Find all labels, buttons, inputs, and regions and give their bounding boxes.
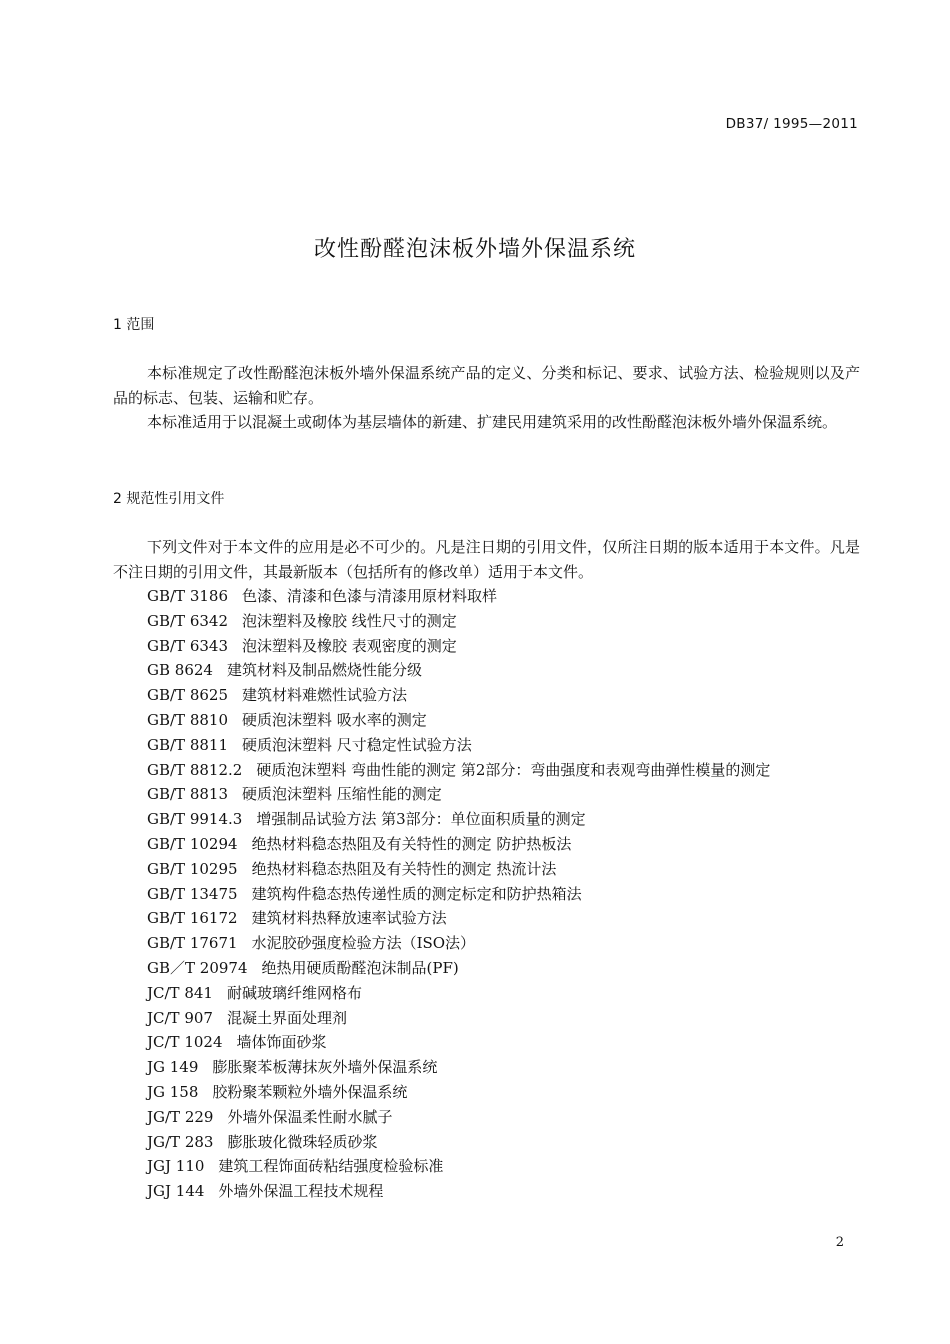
reference-title: 绝热用硬质酚醛泡沫制品(PF): [261, 958, 459, 977]
reference-title: 建筑材料热释放速率试验方法: [251, 909, 447, 928]
reference-title: 硬质泡沫塑料 吸水率的测定: [242, 710, 427, 729]
reference-item: [147, 906, 770, 931]
reference-code: GB/T 8810: [147, 710, 229, 729]
reference-item: [147, 634, 770, 659]
reference-title: 硬质泡沫塑料 压缩性能的测定: [242, 785, 442, 804]
reference-title: 墙体饰面砂浆: [236, 1033, 327, 1052]
reference-item: [147, 1130, 770, 1155]
reference-title: 绝热材料稳态热阻及有关特性的测定 防护热板法: [251, 834, 572, 853]
reference-item: [147, 1080, 770, 1105]
reference-item: [147, 832, 770, 857]
reference-title: 外墙外保温工程技术规程: [218, 1182, 384, 1201]
reference-item: [147, 758, 770, 783]
reference-item: [147, 857, 770, 882]
section-heading-scope: 1 范围: [113, 317, 155, 333]
reference-item: [147, 708, 770, 733]
scope-paragraph-1: 本标准规定了改性酚醛泡沫板外墙外保温系统产品的定义、分类和标记、要求、试验方法、检验规则以及产品的标志、包装、运输和贮存。: [113, 364, 860, 407]
reference-item: [147, 1030, 770, 1055]
reference-code: GB 8624: [147, 661, 213, 680]
reference-title: 混凝土界面处理剂: [226, 1008, 347, 1027]
reference-item: [147, 658, 770, 683]
reference-code: GB／T 20974: [147, 958, 248, 977]
reference-code: JG 149: [147, 1058, 199, 1077]
reference-title: 建筑构件稳态热传递性质的测定标定和防护热箱法: [251, 884, 582, 903]
reference-code: GB/T 10294: [147, 834, 238, 853]
reference-title: 泡沫塑料及橡胶 表观密度的测定: [242, 636, 457, 655]
reference-item: [147, 981, 770, 1006]
reference-code: JGJ 110: [147, 1157, 205, 1176]
reference-code: GB/T 13475: [147, 884, 238, 903]
reference-title: 耐碱玻璃纤维网格布: [226, 983, 362, 1002]
reference-title: 建筑材料难燃性试验方法: [242, 686, 408, 705]
reference-code: JC/T 841: [147, 983, 213, 1002]
document-title: 改性酚醛泡沫板外墙外保温系统: [313, 237, 636, 262]
reference-code: GB/T 16172: [147, 909, 238, 928]
reference-code: GB/T 3186: [147, 587, 229, 605]
reference-item: [147, 1154, 770, 1179]
reference-code: GB/T 9914.3: [147, 810, 243, 829]
reference-code: JGJ 144: [147, 1182, 205, 1201]
reference-title: 硬质泡沫塑料 尺寸稳定性试验方法: [242, 735, 472, 754]
reference-item: [147, 956, 770, 981]
reference-item: [147, 733, 770, 758]
reference-code: JG/T 229: [147, 1107, 214, 1126]
reference-item: [147, 1006, 770, 1031]
references-intro-paragraph: 下列文件对于本文件的应用是必不可少的。凡是注日期的引用文件，仅所注日期的版本适用于本文件。凡是不注日期的引用文件，其最新版本（包括所有的修改单）适用于本文件。: [113, 538, 860, 581]
reference-title: 建筑材料及制品燃烧性能分级: [226, 661, 422, 680]
reference-code: JC/T 907: [147, 1008, 213, 1027]
reference-title: 泡沫塑料及橡胶 线性尺寸的测定: [242, 611, 457, 630]
reference-item: [147, 1179, 770, 1204]
reference-code: JG 158: [147, 1082, 199, 1101]
reference-item: [147, 807, 770, 832]
reference-item: [147, 882, 770, 907]
reference-title: 色漆、清漆和色漆与清漆用原材料取样: [242, 587, 498, 605]
reference-code: GB/T 17671: [147, 934, 238, 953]
page-number: 2: [835, 1235, 844, 1250]
reference-code: GB/T 8812.2: [147, 760, 243, 779]
reference-item: [147, 584, 770, 609]
reference-list: [147, 584, 770, 1204]
reference-title: 绝热材料稳态热阻及有关特性的测定 热流计法: [251, 859, 557, 878]
reference-code: GB/T 10295: [147, 859, 238, 878]
reference-item: [147, 1105, 770, 1130]
scope-paragraph-2: 本标准适用于以混凝土或砌体为基层墙体的新建、扩建民用建筑采用的改性酚醛泡沫板外墙外保温系统。: [147, 413, 838, 431]
reference-title: 膨胀聚苯板薄抹灰外墙外保温系统: [212, 1058, 438, 1077]
reference-title: 水泥胶砂强度检验方法（ISO法）: [251, 934, 476, 953]
reference-title: 增强制品试验方法 第3部分：单位面积质量的测定: [256, 810, 586, 829]
reference-code: JC/T 1024: [147, 1033, 223, 1052]
reference-item: [147, 609, 770, 634]
reference-code: GB/T 8811: [147, 735, 229, 754]
document-code: DB37/ 1995—2011: [725, 116, 858, 132]
reference-title: 膨胀玻化微珠轻质砂浆: [227, 1132, 378, 1151]
reference-title: 硬质泡沫塑料 弯曲性能的测定 第2部分：弯曲强度和表观弯曲弹性模量的测定: [256, 760, 771, 779]
reference-code: JG/T 283: [147, 1132, 214, 1151]
reference-code: GB/T 8813: [147, 785, 229, 804]
reference-item: [147, 1055, 770, 1080]
reference-item: [147, 683, 770, 708]
section-heading-normative-references: 2 规范性引用文件: [113, 491, 225, 507]
reference-code: GB/T 8625: [147, 686, 229, 705]
reference-item: [147, 782, 770, 807]
reference-title: 建筑工程饰面砖粘结强度检验标准: [218, 1157, 444, 1176]
reference-code: GB/T 6342: [147, 611, 229, 630]
reference-code: GB/T 6343: [147, 636, 229, 655]
reference-title: 胶粉聚苯颗粒外墙外保温系统: [212, 1082, 408, 1101]
reference-title: 外墙外保温柔性耐水腻子: [227, 1107, 393, 1126]
reference-item: [147, 931, 770, 956]
